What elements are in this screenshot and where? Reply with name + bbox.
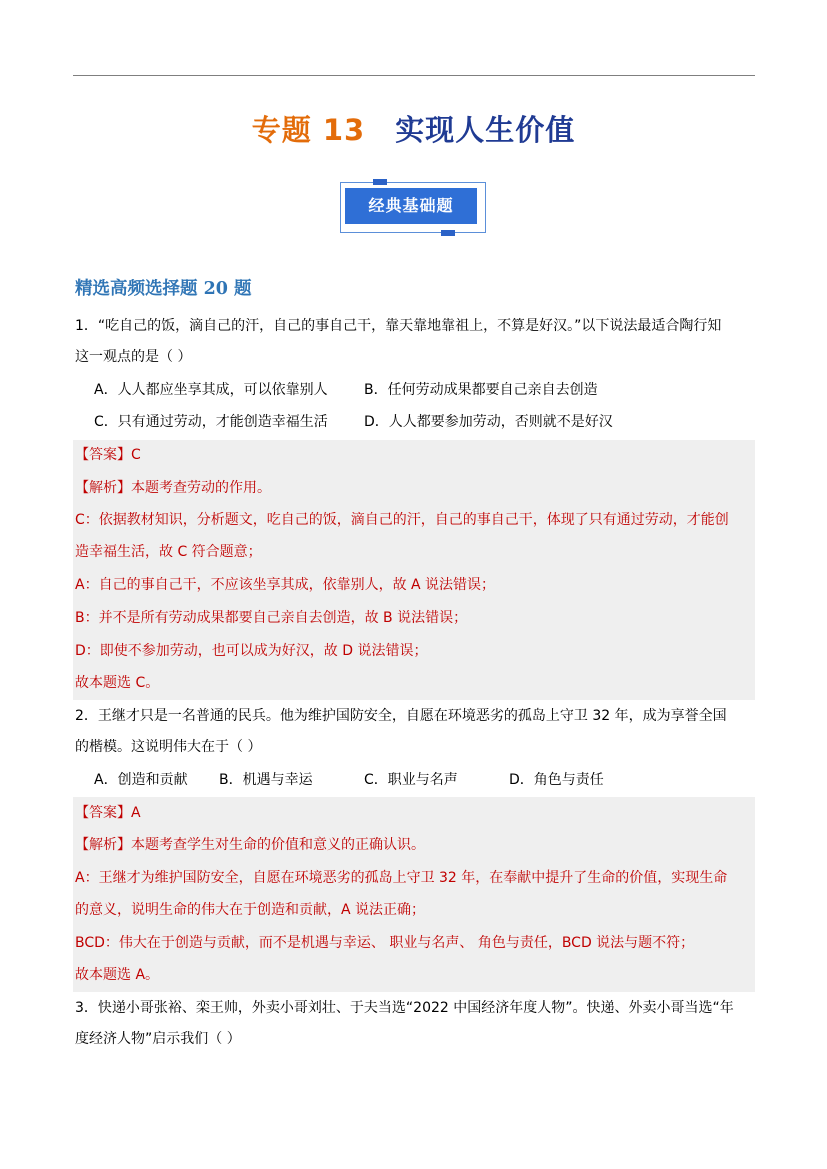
q3-stem-line-2: 度经济人物”启示我们（ ） [75,1031,241,1047]
q1-analysis-line-6: D：即使不参加劳动，也可以成为好汉，故 D 说法错误； [75,643,428,659]
q2-answer-box [73,797,755,992]
q1-analysis-line-3: 造幸福生活，故 C 符合题意； [75,544,262,560]
q1-stem-line-2: 这一观点的是（ ） [75,349,192,365]
q1-option-a: A．人人都应坐享其成，可以依靠别人 [94,382,328,398]
q1-stem-line-1: 1．“吃自己的饭，滴自己的汗，自己的事自己干，靠天靠地靠祖上，不算是好汉。”以下说法最适合陶行知 [75,318,722,334]
q1-answer-box [73,440,755,700]
q2-option-d: D．角色与责任 [509,772,604,788]
q1-option-b: B．任何劳动成果都要自己亲自去创造 [364,382,598,398]
q1-answer: 【答案】C [75,447,141,463]
q2-option-a: A．创造和贡献 [94,772,188,788]
q2-analysis-line-3: 的意义，说明生命的伟大在于创造和贡献，A 说法正确； [75,902,426,918]
q1-analysis-line-7: 故本题选 C。 [75,675,160,691]
section-heading: 精选高频选择题 20 题 [75,279,252,299]
q1-analysis-line-4: A：自己的事自己干，不应该坐享其成，依靠别人，故 A 说法错误； [75,577,496,593]
badge-label: 经典基础题 [345,188,477,224]
q2-answer: 【答案】A [75,805,141,821]
q1-option-c: C．只有通过劳动，才能创造幸福生活 [94,414,328,430]
q1-option-d: D．人人都要参加劳动，否则就不是好汉 [364,414,613,430]
q2-analysis-line-1: 【解析】本题考查学生对生命的价值和意义的正确认识。 [75,837,425,853]
header-rule [73,75,755,76]
q2-option-b: B．机遇与幸运 [219,772,313,788]
page-title [0,108,827,149]
q1-analysis-line-1: 【解析】本题考查劳动的作用。 [75,480,271,496]
q1-analysis-line-2: C：依据教材知识，分析题文，吃自己的饭，滴自己的汗，自己的事自己干，体现了只有通过劳动，才能创 [75,512,729,528]
q2-analysis-line-2: A：王继才为维护国防安全，自愿在环境恶劣的孤岛上守卫 32 年，在奉献中提升了生命的价值，实现生命 [75,870,728,886]
category-badge [337,182,489,234]
topic-number: 专题 13 [251,113,366,147]
q2-analysis-line-4: BCD：伟大在于创造与贡献，而不是机遇与幸运、 职业与名声、 角色与责任，BCD 说法与题不符； [75,935,695,951]
q2-option-c: C．职业与名声 [364,772,458,788]
q2-stem-line-1: 2．王继才只是一名普通的民兵。他为维护国防安全，自愿在环境恶劣的孤岛上守卫 32 年，成为享誉全国 [75,708,727,724]
q3-stem-line-1: 3．快递小哥张裕、栾王帅，外卖小哥刘壮、于夫当选“2022 中国经济年度人物”。快递、外卖小哥当选“年 [75,1000,734,1016]
q1-analysis-line-5: B：并不是所有劳动成果都要自己亲自去创造，故 B 说法错误； [75,610,468,626]
topic-title: 实现人生价值 [395,113,576,147]
q2-analysis-line-5: 故本题选 A。 [75,967,160,983]
q2-stem-line-2: 的楷模。这说明伟大在于（ ） [75,739,262,755]
